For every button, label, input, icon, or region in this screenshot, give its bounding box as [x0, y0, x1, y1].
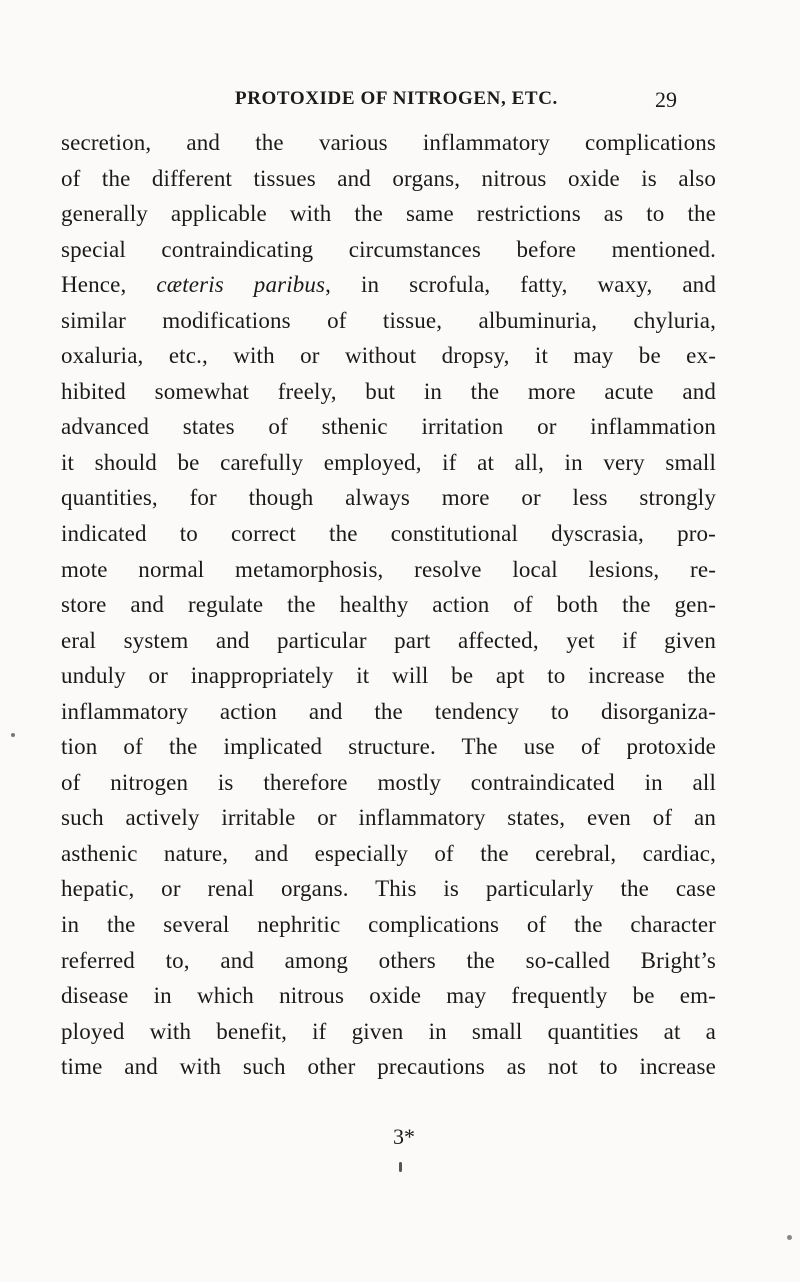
signature-mark: 3*	[393, 1124, 415, 1149]
text-line: eral system and particular part affected, yet if given	[61, 627, 716, 653]
scan-dot	[787, 1235, 792, 1240]
text-line: inflammatory action and the tendency to disorganiza-	[61, 698, 716, 724]
text-line: store and regulate the healthy action of both the gen-	[61, 592, 716, 618]
text-line: of the different tissues and organs, nitrous oxide is also	[61, 165, 716, 191]
ink-blemish	[399, 1162, 402, 1172]
text-line: ployed with benefit, if given in small quantities at a	[61, 1018, 716, 1044]
latin-phrase: cæteris paribus	[156, 272, 326, 298]
text-line: time and with such other precautions as not to increase	[61, 1054, 716, 1080]
text-line: of nitrogen is therefore mostly contraindicated in all	[61, 769, 716, 795]
text-line: special contraindicating circumstances before mentioned.	[61, 236, 716, 262]
text-line: it should be carefully employed, if at all, in very small	[61, 449, 716, 475]
text-line: in the several nephritic complications of the character	[61, 912, 716, 938]
text-line: asthenic nature, and especially of the cerebral, cardiac,	[61, 840, 716, 866]
text-line: referred to, and among others the so-called Bright’s	[61, 947, 716, 973]
text-line: oxaluria, etc., with or without dropsy, it may be ex-	[61, 343, 716, 369]
text-line: hibited somewhat freely, but in the more acute and	[61, 378, 716, 404]
text-line: similar modifications of tissue, albuminuria, chyluria,	[61, 307, 716, 333]
page-number: 29	[655, 87, 677, 112]
text-line: secretion, and the various inflammatory complications	[61, 130, 716, 155]
text-line: generally applicable with the same restrictions as to the	[61, 201, 716, 227]
text-line: advanced states of sthenic irritation or inflammation	[61, 414, 716, 440]
scan-speck	[11, 733, 15, 737]
text-line: mote normal metamorphosis, resolve local lesions, re-	[61, 556, 716, 582]
running-title: PROTOXIDE OF NITROGEN, ETC.	[235, 88, 558, 109]
body-text	[61, 125, 716, 1085]
text-line: tion of the implicated structure. The use of protoxide	[61, 734, 716, 760]
text-line: Hence, cæteris paribus, in scrofula, fatty, waxy, and	[61, 272, 716, 298]
text-line: unduly or inappropriately it will be apt to increase the	[61, 663, 716, 689]
text-line: hepatic, or renal organs. This is particularly the case	[61, 876, 716, 902]
text-line: quantities, for though always more or less strongly	[61, 485, 716, 511]
text-line: disease in which nitrous oxide may frequently be em-	[61, 983, 716, 1009]
text-line: such actively irritable or inflammatory states, even of an	[61, 805, 716, 831]
running-head	[0, 88, 800, 114]
text-line: indicated to correct the constitutional dyscrasia, pro-	[61, 521, 716, 547]
